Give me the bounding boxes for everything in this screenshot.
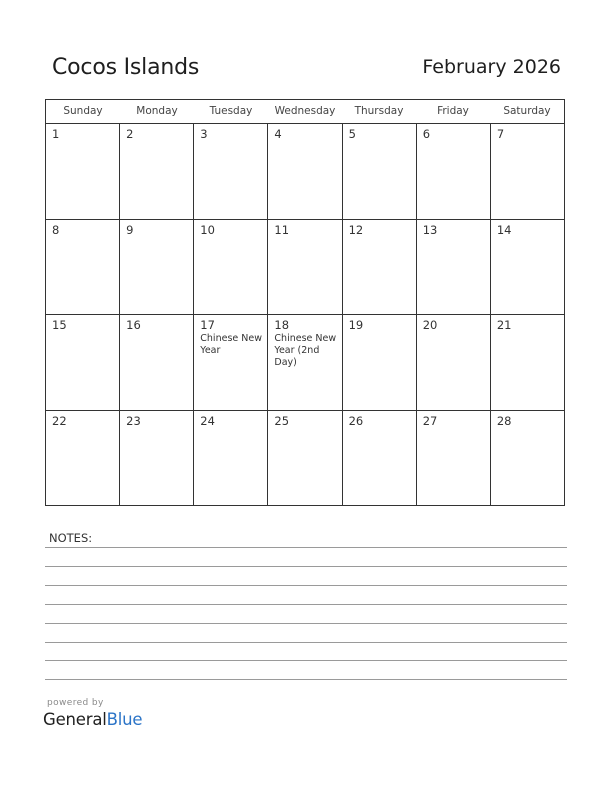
day-cell[interactable]	[491, 220, 564, 315]
week-row	[46, 220, 564, 316]
day-cell[interactable]	[194, 315, 268, 410]
day-cell[interactable]	[491, 315, 564, 410]
day-cell[interactable]	[268, 315, 342, 410]
note-line	[45, 585, 567, 586]
day-cell[interactable]	[268, 124, 342, 219]
week-row	[46, 315, 564, 411]
day-cell[interactable]	[417, 124, 491, 219]
weekday-saturday: Saturday	[503, 105, 551, 117]
weekday-thursday: Thursday	[354, 105, 404, 117]
day-number: 15	[52, 318, 67, 332]
day-cell[interactable]	[343, 315, 417, 410]
holiday-label: Chinese New Year (2nd Day)	[274, 333, 337, 368]
weekday-header-row	[46, 100, 564, 124]
day-number: 23	[126, 413, 141, 428]
note-line	[45, 547, 567, 548]
logo-text-general: General	[43, 710, 107, 729]
day-number: 11	[274, 222, 290, 237]
day-cell[interactable]	[268, 220, 342, 315]
powered-by-text: powered by	[47, 698, 104, 708]
generalblue-logo	[43, 710, 142, 729]
month-label: February 2026	[422, 56, 561, 78]
day-number: 12	[348, 222, 364, 237]
day-cell[interactable]	[120, 411, 194, 507]
day-cell[interactable]	[120, 315, 194, 410]
weekday-wednesday: Wednesday	[274, 105, 336, 117]
day-number: 14	[496, 222, 512, 237]
note-line	[45, 566, 567, 567]
week-row	[46, 411, 564, 507]
day-cell[interactable]	[417, 411, 491, 507]
day-number: 16	[126, 318, 141, 332]
day-number: 26	[348, 413, 364, 428]
day-cell[interactable]	[491, 124, 564, 219]
day-cell[interactable]	[46, 411, 120, 507]
day-cell[interactable]	[120, 220, 194, 315]
day-number: 25	[274, 413, 290, 428]
day-number: 10	[200, 222, 215, 237]
page-title: Cocos Islands	[52, 55, 200, 80]
holiday-label: Chinese New Year	[200, 333, 262, 356]
day-cell[interactable]	[194, 411, 268, 507]
notes-label: NOTES:	[49, 531, 93, 545]
day-cell[interactable]	[194, 124, 268, 219]
day-number: 5	[348, 127, 356, 141]
day-number: 1	[52, 127, 60, 141]
note-line	[45, 604, 567, 605]
calendar-weeks	[46, 124, 564, 506]
day-cell[interactable]	[46, 315, 120, 410]
day-number: 6	[422, 127, 431, 141]
note-line	[45, 660, 567, 661]
day-cell[interactable]	[491, 411, 564, 507]
day-number: 22	[52, 413, 67, 428]
day-cell[interactable]	[417, 315, 491, 410]
day-number: 17	[200, 318, 215, 332]
day-cell[interactable]	[343, 411, 417, 507]
day-number: 18	[274, 318, 290, 332]
weekday-monday: Monday	[136, 105, 178, 117]
weekday-sunday: Sunday	[63, 105, 103, 117]
calendar-grid	[45, 99, 565, 506]
note-line	[45, 623, 567, 624]
weekday-friday: Friday	[437, 105, 469, 117]
day-cell[interactable]	[417, 220, 491, 315]
weekday-tuesday: Tuesday	[209, 105, 253, 117]
logo-text-blue: Blue	[106, 710, 143, 729]
day-cell[interactable]	[120, 124, 194, 219]
day-cell[interactable]	[268, 411, 342, 507]
day-number: 2	[126, 127, 134, 141]
day-cell[interactable]	[46, 124, 120, 219]
note-line	[45, 679, 567, 680]
day-number: 9	[126, 222, 134, 237]
day-number: 27	[422, 413, 438, 428]
day-number: 7	[496, 127, 505, 141]
day-cell[interactable]	[194, 220, 268, 315]
day-number: 13	[422, 222, 438, 237]
day-number: 28	[496, 413, 512, 428]
day-cell[interactable]	[343, 124, 417, 219]
day-number: 21	[496, 318, 512, 332]
day-number: 4	[274, 127, 282, 141]
note-line	[45, 642, 567, 643]
day-number: 3	[200, 127, 208, 141]
week-row	[46, 124, 564, 220]
day-cell[interactable]	[343, 220, 417, 315]
day-number: 19	[348, 318, 364, 332]
day-cell[interactable]	[46, 220, 120, 315]
day-number: 20	[422, 318, 438, 332]
day-number: 8	[52, 222, 60, 237]
day-number: 24	[200, 413, 215, 428]
